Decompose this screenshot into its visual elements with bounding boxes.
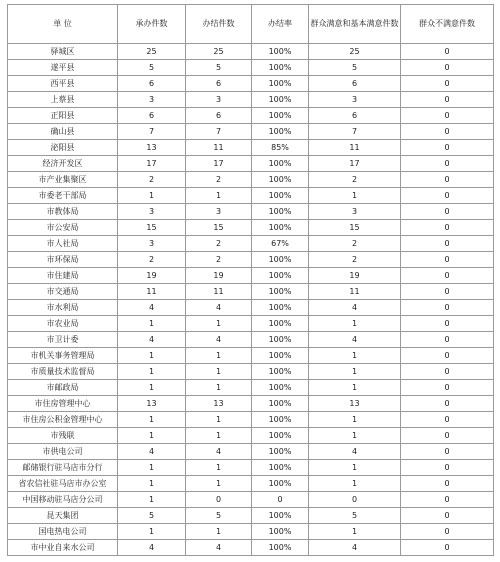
cell-handled-count: 1 [118, 524, 186, 540]
cell-satisfied-count: 15 [309, 220, 401, 236]
cell-completed-count: 1 [186, 476, 252, 492]
cell-unit: 泌阳县 [8, 140, 118, 156]
cell-unit: 驿城区 [8, 44, 118, 60]
cell-satisfied-count: 1 [309, 188, 401, 204]
table-row [8, 252, 494, 268]
cell-unsatisfied-count: 0 [401, 188, 494, 204]
cell-satisfied-count: 2 [309, 236, 401, 252]
cell-unit: 市水利局 [8, 300, 118, 316]
cell-completed-count: 6 [186, 108, 252, 124]
cell-handled-count: 1 [118, 380, 186, 396]
cell-handled-count: 1 [118, 428, 186, 444]
cell-unsatisfied-count: 0 [401, 108, 494, 124]
cell-unit: 市公安局 [8, 220, 118, 236]
table-row [8, 172, 494, 188]
cell-unsatisfied-count: 0 [401, 460, 494, 476]
table-row [8, 44, 494, 60]
cell-unsatisfied-count: 0 [401, 172, 494, 188]
cell-handled-count: 1 [118, 188, 186, 204]
cell-satisfied-count: 1 [309, 348, 401, 364]
table-row [8, 396, 494, 412]
cell-satisfied-count: 1 [309, 316, 401, 332]
cell-unit: 市住房管理中心 [8, 396, 118, 412]
table-row [8, 140, 494, 156]
cell-completed-count: 19 [186, 268, 252, 284]
cell-unit: 市环保局 [8, 252, 118, 268]
table-row [8, 428, 494, 444]
header-completed-count: 办结件数 [186, 5, 252, 44]
cell-completed-count: 1 [186, 428, 252, 444]
cell-handled-count: 13 [118, 396, 186, 412]
cell-unsatisfied-count: 0 [401, 236, 494, 252]
cell-completed-count: 4 [186, 540, 252, 556]
cell-unit: 邮储银行驻马店市分行 [8, 460, 118, 476]
table-row [8, 284, 494, 300]
cell-satisfied-count: 1 [309, 364, 401, 380]
cell-unsatisfied-count: 0 [401, 204, 494, 220]
cell-handled-count: 5 [118, 508, 186, 524]
cell-unit: 国电热电公司 [8, 524, 118, 540]
cell-completed-count: 11 [186, 140, 252, 156]
table-row [8, 492, 494, 508]
cell-unit: 市中业自来水公司 [8, 540, 118, 556]
cell-unit: 市住建局 [8, 268, 118, 284]
table-row [8, 380, 494, 396]
header-satisfied-count: 群众满意和基本满意件数 [309, 5, 401, 44]
cell-satisfied-count: 1 [309, 476, 401, 492]
cell-completion-rate: 100% [252, 332, 309, 348]
table-row [8, 364, 494, 380]
cell-completion-rate: 100% [252, 220, 309, 236]
table-row [8, 236, 494, 252]
cell-completion-rate: 100% [252, 108, 309, 124]
cell-completed-count: 4 [186, 332, 252, 348]
cell-completion-rate: 100% [252, 380, 309, 396]
cell-handled-count: 19 [118, 268, 186, 284]
table-row [8, 188, 494, 204]
cell-completed-count: 4 [186, 300, 252, 316]
table-row [8, 476, 494, 492]
cell-completed-count: 1 [186, 348, 252, 364]
cell-completed-count: 1 [186, 524, 252, 540]
cell-completion-rate: 100% [252, 540, 309, 556]
cell-unit: 市人社局 [8, 236, 118, 252]
cell-completion-rate: 100% [252, 284, 309, 300]
cell-completion-rate: 100% [252, 348, 309, 364]
cell-completed-count: 1 [186, 460, 252, 476]
cell-completion-rate: 100% [252, 252, 309, 268]
cell-completed-count: 3 [186, 204, 252, 220]
header-completion-rate: 办结率 [252, 5, 309, 44]
cell-unit: 经济开发区 [8, 156, 118, 172]
cell-handled-count: 17 [118, 156, 186, 172]
table-row [8, 540, 494, 556]
cell-handled-count: 3 [118, 236, 186, 252]
cell-completion-rate: 0 [252, 492, 309, 508]
cell-completion-rate: 67% [252, 236, 309, 252]
cell-satisfied-count: 2 [309, 252, 401, 268]
cell-handled-count: 25 [118, 44, 186, 60]
table-row [8, 156, 494, 172]
cell-handled-count: 1 [118, 316, 186, 332]
cell-handled-count: 1 [118, 412, 186, 428]
cell-completion-rate: 100% [252, 316, 309, 332]
cell-completed-count: 4 [186, 444, 252, 460]
cell-satisfied-count: 4 [309, 300, 401, 316]
cell-unsatisfied-count: 0 [401, 332, 494, 348]
cell-unsatisfied-count: 0 [401, 444, 494, 460]
cell-handled-count: 1 [118, 492, 186, 508]
cell-handled-count: 1 [118, 460, 186, 476]
cell-completion-rate: 100% [252, 364, 309, 380]
table-row [8, 204, 494, 220]
cell-satisfied-count: 4 [309, 332, 401, 348]
cell-handled-count: 6 [118, 108, 186, 124]
cell-completion-rate: 100% [252, 124, 309, 140]
cell-satisfied-count: 19 [309, 268, 401, 284]
cell-satisfied-count: 25 [309, 44, 401, 60]
cell-completed-count: 1 [186, 364, 252, 380]
header-unit: 单 位 [8, 5, 118, 44]
cell-completed-count: 13 [186, 396, 252, 412]
cell-completion-rate: 100% [252, 444, 309, 460]
cell-unsatisfied-count: 0 [401, 492, 494, 508]
cell-handled-count: 2 [118, 172, 186, 188]
cell-completion-rate: 100% [252, 44, 309, 60]
cell-unsatisfied-count: 0 [401, 540, 494, 556]
cell-satisfied-count: 1 [309, 460, 401, 476]
cell-unsatisfied-count: 0 [401, 252, 494, 268]
cell-unit: 市委老干部局 [8, 188, 118, 204]
cell-unit: 省农信社驻马店市办公室 [8, 476, 118, 492]
table-row [8, 508, 494, 524]
cell-unsatisfied-count: 0 [401, 508, 494, 524]
cell-unsatisfied-count: 0 [401, 412, 494, 428]
cell-unsatisfied-count: 0 [401, 316, 494, 332]
cell-completion-rate: 100% [252, 204, 309, 220]
cell-satisfied-count: 17 [309, 156, 401, 172]
table-row [8, 124, 494, 140]
cell-handled-count: 11 [118, 284, 186, 300]
cell-satisfied-count: 3 [309, 92, 401, 108]
cell-handled-count: 13 [118, 140, 186, 156]
cell-handled-count: 3 [118, 204, 186, 220]
cell-unit: 市农业局 [8, 316, 118, 332]
cell-unsatisfied-count: 0 [401, 156, 494, 172]
table-row [8, 300, 494, 316]
cell-unit: 昆天集团 [8, 508, 118, 524]
table-row [8, 60, 494, 76]
cell-unsatisfied-count: 0 [401, 92, 494, 108]
cell-completion-rate: 100% [252, 508, 309, 524]
cell-unit: 市住房公积金管理中心 [8, 412, 118, 428]
cell-completed-count: 25 [186, 44, 252, 60]
cell-unit: 西平县 [8, 76, 118, 92]
cell-completion-rate: 100% [252, 268, 309, 284]
cell-handled-count: 1 [118, 348, 186, 364]
cell-unit: 市产业集聚区 [8, 172, 118, 188]
table-row [8, 444, 494, 460]
cell-handled-count: 5 [118, 60, 186, 76]
cell-completion-rate: 100% [252, 460, 309, 476]
cell-satisfied-count: 1 [309, 428, 401, 444]
cell-satisfied-count: 1 [309, 380, 401, 396]
cell-unsatisfied-count: 0 [401, 268, 494, 284]
cell-completed-count: 2 [186, 252, 252, 268]
cell-unit: 市邮政局 [8, 380, 118, 396]
table-row [8, 348, 494, 364]
cell-completed-count: 2 [186, 236, 252, 252]
cell-unsatisfied-count: 0 [401, 140, 494, 156]
cell-completed-count: 17 [186, 156, 252, 172]
cell-completion-rate: 100% [252, 396, 309, 412]
cell-unsatisfied-count: 0 [401, 524, 494, 540]
cell-satisfied-count: 1 [309, 412, 401, 428]
cell-unit: 遂平县 [8, 60, 118, 76]
cell-completed-count: 1 [186, 380, 252, 396]
cell-unsatisfied-count: 0 [401, 76, 494, 92]
cell-completion-rate: 100% [252, 92, 309, 108]
cell-satisfied-count: 4 [309, 444, 401, 460]
cell-completed-count: 0 [186, 492, 252, 508]
table-container [7, 4, 493, 556]
cell-handled-count: 15 [118, 220, 186, 236]
cell-unit: 市供电公司 [8, 444, 118, 460]
cell-completed-count: 1 [186, 316, 252, 332]
cell-unit: 市教体局 [8, 204, 118, 220]
cell-completion-rate: 100% [252, 412, 309, 428]
cell-handled-count: 1 [118, 364, 186, 380]
cell-unsatisfied-count: 0 [401, 476, 494, 492]
cell-satisfied-count: 1 [309, 524, 401, 540]
cell-unit: 确山县 [8, 124, 118, 140]
cell-completed-count: 11 [186, 284, 252, 300]
cell-completed-count: 3 [186, 92, 252, 108]
cell-completed-count: 1 [186, 412, 252, 428]
header-handled-count: 承办件数 [118, 5, 186, 44]
table-row [8, 316, 494, 332]
cell-satisfied-count: 5 [309, 508, 401, 524]
cell-completion-rate: 85% [252, 140, 309, 156]
cell-unsatisfied-count: 0 [401, 44, 494, 60]
cell-handled-count: 2 [118, 252, 186, 268]
cell-unsatisfied-count: 0 [401, 348, 494, 364]
cell-completed-count: 6 [186, 76, 252, 92]
cell-completion-rate: 100% [252, 188, 309, 204]
cell-completed-count: 1 [186, 188, 252, 204]
cell-handled-count: 1 [118, 476, 186, 492]
cell-completion-rate: 100% [252, 428, 309, 444]
cell-completion-rate: 100% [252, 60, 309, 76]
table-row [8, 108, 494, 124]
table-row [8, 76, 494, 92]
cell-handled-count: 4 [118, 300, 186, 316]
statistics-table [7, 4, 494, 556]
cell-completed-count: 5 [186, 60, 252, 76]
cell-handled-count: 7 [118, 124, 186, 140]
table-row [8, 92, 494, 108]
cell-handled-count: 4 [118, 444, 186, 460]
cell-unsatisfied-count: 0 [401, 364, 494, 380]
cell-completion-rate: 100% [252, 524, 309, 540]
table-row [8, 332, 494, 348]
table-header-row [8, 5, 494, 44]
cell-unit: 中国移动驻马店分公司 [8, 492, 118, 508]
cell-unit: 市机关事务管理局 [8, 348, 118, 364]
cell-unit: 市卫计委 [8, 332, 118, 348]
cell-satisfied-count: 6 [309, 76, 401, 92]
cell-completion-rate: 100% [252, 172, 309, 188]
cell-unsatisfied-count: 0 [401, 284, 494, 300]
cell-completed-count: 2 [186, 172, 252, 188]
cell-handled-count: 3 [118, 92, 186, 108]
cell-completion-rate: 100% [252, 300, 309, 316]
cell-satisfied-count: 3 [309, 204, 401, 220]
cell-handled-count: 6 [118, 76, 186, 92]
cell-unit: 市交通局 [8, 284, 118, 300]
cell-completion-rate: 100% [252, 156, 309, 172]
header-unsatisfied-count: 群众不满意件数 [401, 5, 494, 44]
cell-completion-rate: 100% [252, 476, 309, 492]
cell-unsatisfied-count: 0 [401, 124, 494, 140]
table-row [8, 268, 494, 284]
cell-satisfied-count: 6 [309, 108, 401, 124]
cell-completed-count: 5 [186, 508, 252, 524]
table-row [8, 220, 494, 236]
cell-completed-count: 15 [186, 220, 252, 236]
cell-satisfied-count: 4 [309, 540, 401, 556]
cell-satisfied-count: 7 [309, 124, 401, 140]
cell-unsatisfied-count: 0 [401, 300, 494, 316]
cell-satisfied-count: 11 [309, 140, 401, 156]
cell-unsatisfied-count: 0 [401, 220, 494, 236]
cell-unsatisfied-count: 0 [401, 428, 494, 444]
cell-handled-count: 4 [118, 332, 186, 348]
cell-unsatisfied-count: 0 [401, 396, 494, 412]
cell-completed-count: 7 [186, 124, 252, 140]
cell-unsatisfied-count: 0 [401, 380, 494, 396]
cell-completion-rate: 100% [252, 76, 309, 92]
cell-satisfied-count: 5 [309, 60, 401, 76]
cell-unit: 市质量技术监督局 [8, 364, 118, 380]
cell-satisfied-count: 0 [309, 492, 401, 508]
cell-satisfied-count: 2 [309, 172, 401, 188]
cell-handled-count: 4 [118, 540, 186, 556]
cell-unsatisfied-count: 0 [401, 60, 494, 76]
cell-satisfied-count: 11 [309, 284, 401, 300]
cell-satisfied-count: 13 [309, 396, 401, 412]
cell-unit: 正阳县 [8, 108, 118, 124]
table-body [8, 44, 494, 556]
table-row [8, 460, 494, 476]
cell-unit: 上蔡县 [8, 92, 118, 108]
table-row [8, 412, 494, 428]
cell-unit: 市残联 [8, 428, 118, 444]
table-row [8, 524, 494, 540]
